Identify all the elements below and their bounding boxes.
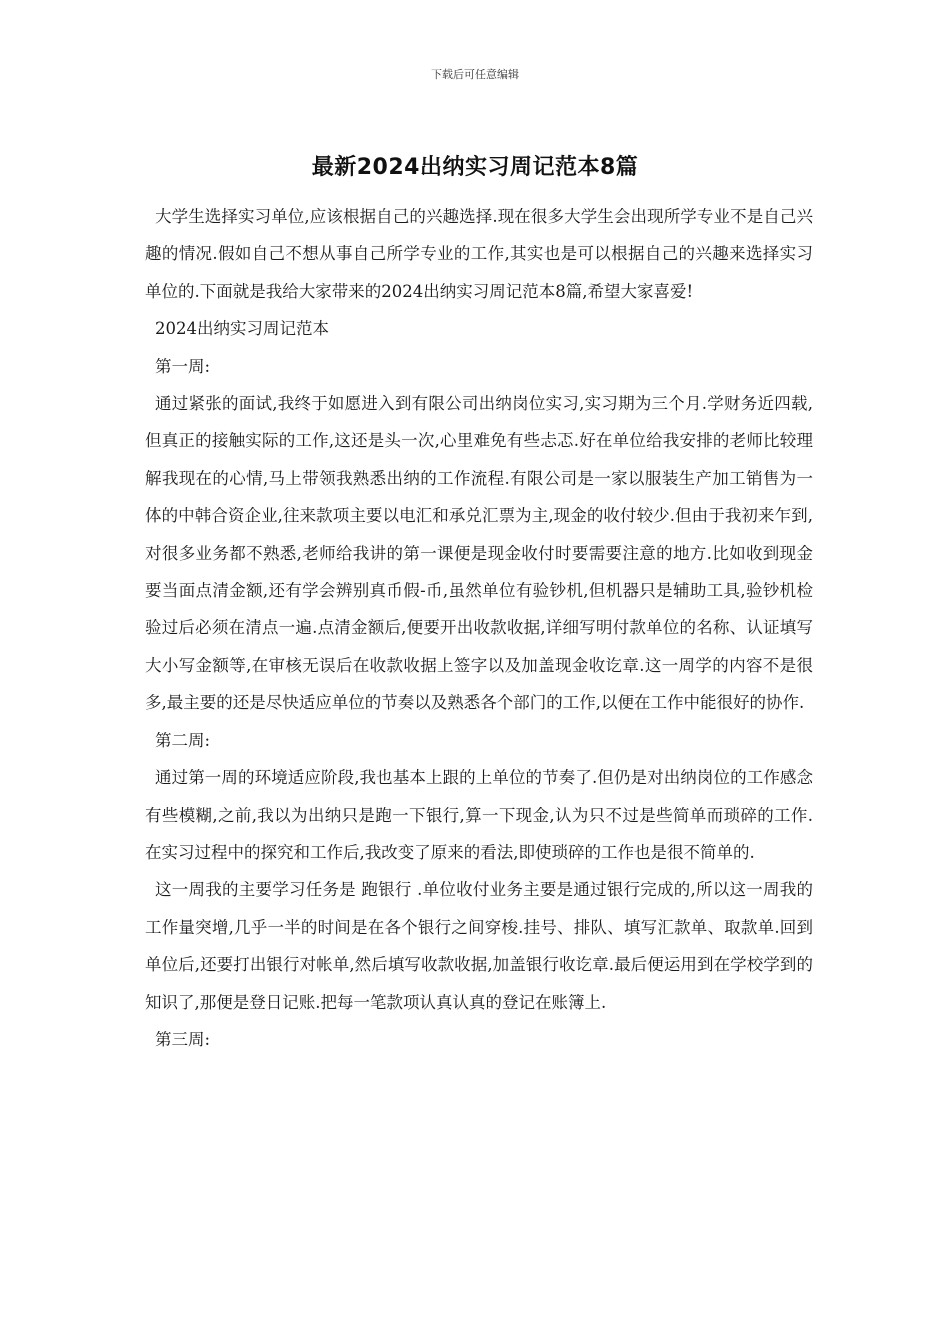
body-paragraph: 通过紧张的面试,我终于如愿进入到有限公司出纳岗位实习,实习期为三个月.学财务近四载,但真正的接触实际的工作,这还是头一次,心里难免有些忐忑.好在单位给我安排的老师比较理解我现在的心情,马上带领我熟悉出纳的工作流程.有限公司是一家以服装生产加工销售为一体的中韩合资企业,往来款项主要以电汇和承兑汇票为主,现金的收付较少.但由于我初来乍到,对很多业务都不熟悉,老师给我讲的第一课便是现金收付时要需要注意的地方.比如收到现金要当面点清金额,还有学会辨别真币假-币,虽然单位有验钞机,但机器只是辅助工具,验钞机检验过后必须在清点一遍.点清金额后,便要开出收款收据,详细写明付款单位的名称、认证填写大小写金额等,在审核无误后在收款收据上签字以及加盖现金收讫章.这一周学的内容不是很多,最主要的还是尽快适应单位的节奏以及熟悉各个部门的工作,以便在工作中能很好的协作. (145, 394, 813, 713)
document-body (145, 198, 813, 1058)
document-title: 最新2024出纳实习周记范本8篇 (311, 155, 639, 180)
week-heading: 第三周: (155, 1029, 211, 1049)
section-heading: 2024出纳实习周记范本 (155, 319, 329, 339)
week-heading: 第一周: (155, 356, 211, 376)
week-heading: 第二周: (155, 730, 211, 750)
body-paragraph: 这一周我的主要学习任务是 跑银行 .单位收付业务主要是通过银行完成的,所以这一周我的工作量突增,几乎一半的时间是在各个银行之间穿梭.挂号、排队、填写汇款单、取款单.回到单位后,还要打出银行对帐单,然后填写收款收据,加盖银行收讫章.最后便运用到在学校学到的知识了,那便是登日记账.把每一笔款项认真认真的登记在账簿上. (145, 880, 813, 1012)
intro-paragraph: 大学生选择实习单位,应该根据自己的兴趣选择.现在很多大学生会出现所学专业不是自己兴趣的情况.假如自己不想从事自己所学专业的工作,其实也是可以根据自己的兴趣来选择实习单位的.下面就是我给大家带来的2024出纳实习周记范本8篇,希望大家喜爱! (145, 207, 813, 301)
header-note: 下载后可任意编辑 (431, 68, 519, 81)
body-paragraph: 通过第一周的环境适应阶段,我也基本上跟的上单位的节奏了.但仍是对出纳岗位的工作感念有些模糊,之前,我以为出纳只是跑一下银行,算一下现金,认为只不过是些简单而琐碎的工作.在实习过程中的探究和工作后,我改变了原来的看法,即使琐碎的工作也是很不简单的. (145, 768, 813, 862)
